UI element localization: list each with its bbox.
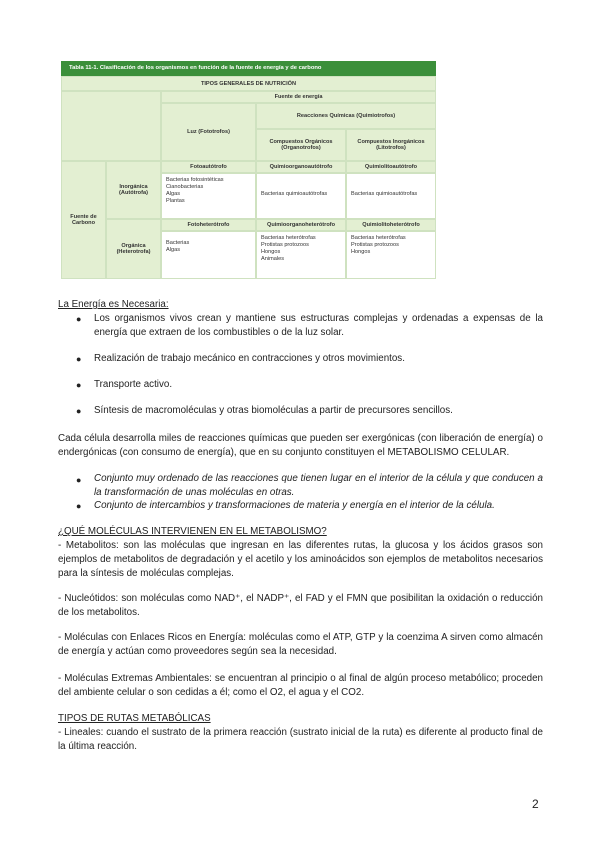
environmental-paragraph: - Moléculas Extremas Ambientales: se encuentran al principio o al final de algún proceso metabólico; proceden del ambiente celular o son cedidas a él; como el O2, el agua y el CO2. <box>58 673 543 698</box>
table-caption: Tabla 11-1. Clasificación de los organismos en función de la fuente de energía y de carbono <box>61 61 436 76</box>
energy-bullet-4: Síntesis de macromoléculas y otras biomoléculas a partir de precursores sencillos. <box>94 405 453 416</box>
bullet-dot: ● <box>76 354 82 364</box>
chemoorganoheterotroph-examples <box>256 231 346 279</box>
photoautotroph-examples <box>161 173 256 219</box>
photoautotroph-label: Fotoautótrofo <box>161 161 256 173</box>
linear-routes-paragraph: - Lineales: cuando el sustrato de la primera reacción (sustrato inicial de la ruta) es diferente al producto final de la última reacción. <box>58 727 543 752</box>
bullet-dot: ● <box>76 314 82 324</box>
page-number: 2 <box>532 797 539 811</box>
example-item: Algas <box>166 191 180 197</box>
chemoorganoautotroph-examples <box>256 173 346 219</box>
molecules-heading: ¿QUÉ MOLÉCULAS INTERVIENEN EN EL METABOLISMO? <box>58 526 327 537</box>
chemical-header: Reacciones Químicas (Quimiotrofos) <box>256 103 436 129</box>
routes-heading: TIPOS DE RUTAS METABÓLICAS <box>58 713 211 724</box>
organic-compounds-header: Compuestos Orgánicos (Organotrofos) <box>256 129 346 161</box>
example-item: Bacterias fotosintéticas <box>166 177 224 183</box>
energy-bullet-3: Transporte activo. <box>94 379 173 390</box>
chemoorganoheterotroph-label: Quimioorganoheterótrofo <box>256 219 346 231</box>
example-item: Bacterias quimioautótrofas <box>351 191 418 197</box>
example-item: Animales <box>261 256 285 262</box>
example-item: Cianobacterias <box>166 184 204 190</box>
example-item: Hongos <box>261 249 281 255</box>
energy-heading: La Energía es Necesaria: <box>58 299 169 310</box>
inorganic-row-label: Inorgánica (Autótrofa) <box>106 161 161 219</box>
metabolism-bullet-1: Conjunto muy ordenado de las reacciones que tienen lugar en el interior de la célula y que conducen a la transformación de unas moléculas en otras. <box>94 473 543 498</box>
nucleotides-paragraph: - Nucleótidos: son moléculas como NAD⁺, el NADP⁺, el FAD y el FMN que posibilitan la oxidación o reducción de los metabolitos. <box>58 593 543 618</box>
metabolites-paragraph: - Metabolitos: son las moléculas que ingresan en las diferentes rutas, la glucosa y los ácidos grasos son ejemplos de metabolitos de degradación y el acetilo y los aminoácidos son ejemplos de metabolitos necesarios para la síntesis de moléculas complejas. <box>58 540 543 579</box>
example-item: Algas <box>166 247 180 253</box>
chemolithoheterotroph-examples <box>346 231 436 279</box>
bullet-dot: ● <box>76 380 82 390</box>
bullet-dot: ● <box>76 475 82 485</box>
energy-bullet-2: Realización de trabajo mecánico en contracciones y otros movimientos. <box>94 353 405 364</box>
light-header: Luz (Fototrofos) <box>161 103 256 161</box>
example-item: Bacterias quimioautótrofas <box>261 191 328 197</box>
chemolithoheterotroph-label: Quimiolitoheterótrofo <box>346 219 436 231</box>
chemoorganoautotroph-label: Quimioorganoautótrofo <box>256 161 346 173</box>
photoheterotroph-label: Fotoheterótrofo <box>161 219 256 231</box>
energy-bullet-1: Los organismos vivos crean y mantiene sus estructuras complejas y ordenadas a expensas de la energía que extraen de los combustibles o de la luz solar. <box>94 313 543 338</box>
example-item: Protistas protozoos <box>351 242 399 248</box>
table-title: TIPOS GENERALES DE NUTRICIÓN <box>61 76 436 91</box>
example-item: Bacterias heterótrofas <box>261 235 316 241</box>
bullet-dot: ● <box>76 501 82 511</box>
energy-source-header: Fuente de energía <box>161 91 436 103</box>
chemolithoautotroph-label: Quimiolitoautótrofo <box>346 161 436 173</box>
example-item: Hongos <box>351 249 371 255</box>
example-item: Protistas protozoos <box>261 242 309 248</box>
bullet-dot: ● <box>76 406 82 416</box>
organic-row-label: Orgánica (Heterotrofa) <box>106 219 161 279</box>
photoheterotroph-examples <box>161 231 256 279</box>
metabolism-bullet-2: Conjunto de intercambios y transformaciones de materia y energía en el interior de la célula. <box>94 500 495 511</box>
example-item: Bacterias heterótrofas <box>351 235 406 241</box>
energy-rich-paragraph: - Moléculas con Enlaces Ricos en Energía: moléculas como el ATP, GTP y la coenzima A sirven como almacén de energía y actúan como proveedores según sea la necesidad. <box>58 632 543 657</box>
example-item: Plantas <box>166 198 185 204</box>
metabolism-paragraph: Cada célula desarrolla miles de reacciones químicas que pueden ser exergónicas (con liberación de energía) o endergónicas (con consumo de energía), que en su conjunto constituyen el METABOLISMO CELULAR. <box>58 433 543 458</box>
inorganic-compounds-header: Compuestos Inorgánicos (Litotrofos) <box>346 129 436 161</box>
chemolithoautotroph-examples <box>346 173 436 219</box>
carbon-source-header: Fuente de Carbono <box>61 161 106 279</box>
example-item: Bacterias <box>166 240 190 246</box>
table-empty-corner <box>61 91 161 161</box>
nutrition-table-figure <box>61 61 436 279</box>
